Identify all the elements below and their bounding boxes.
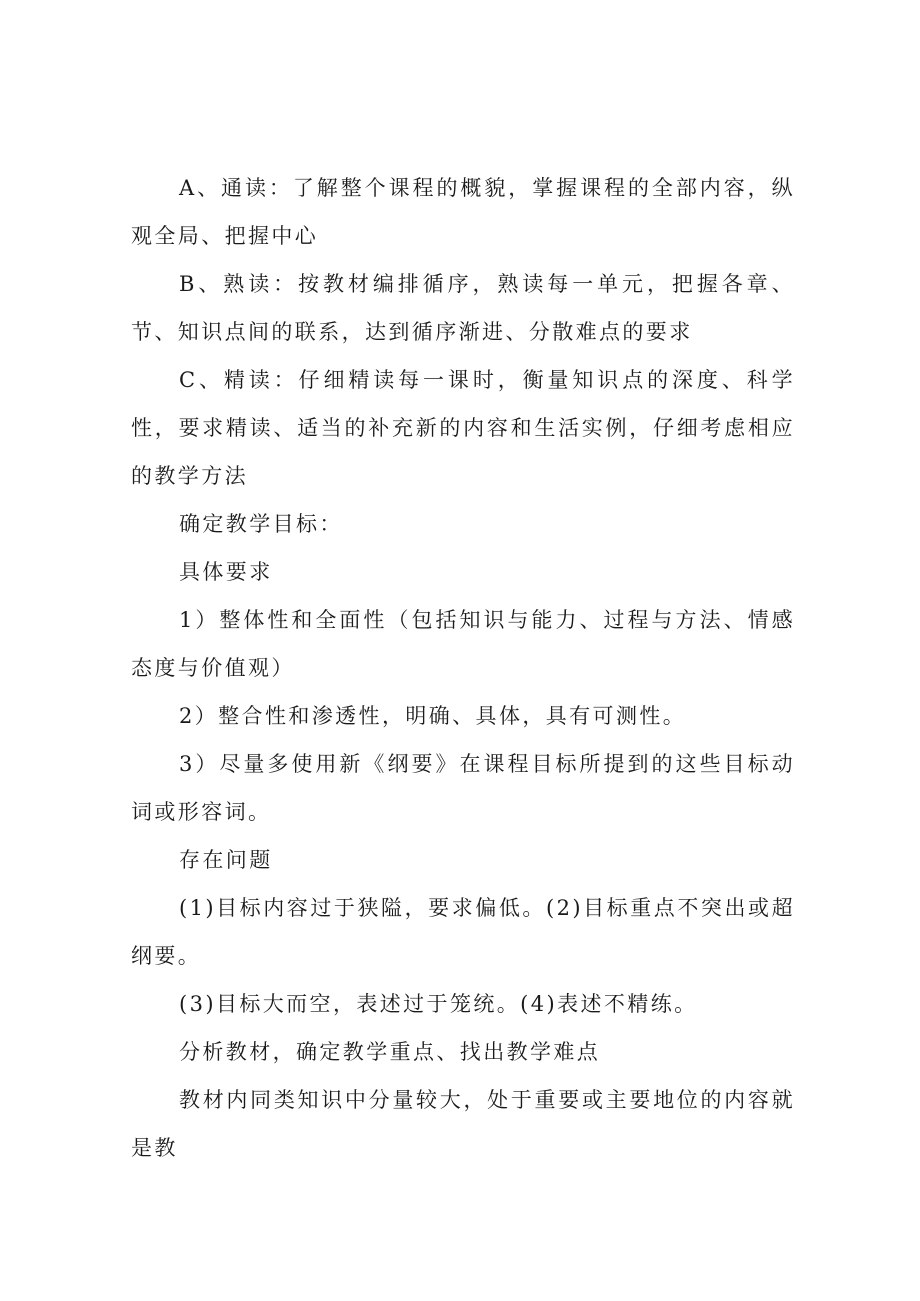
paragraph-reading-c: C、精读：仔细精读每一课时，衡量知识点的深度、科学性，要求精读、适当的补充新的内容和生活实例，仔细考虑相应的教学方法 (131, 368, 795, 488)
paragraph-reading-b: B、熟读：按教材编排循序，熟读每一单元，把握各章、节、知识点间的联系，达到循序渐进、分散难点的要求 (131, 272, 795, 344)
document-body (131, 164, 795, 1172)
heading-existing-problems: 存在问题 (179, 848, 273, 872)
heading-specific-requirements: 具体要求 (179, 560, 273, 584)
requirement-item-3: 3）尽量多使用新《纲要》在课程目标所提到的这些目标动词或形容词。 (131, 752, 795, 824)
requirement-item-2: 2）整合性和渗透性，明确、具体，具有可测性。 (179, 704, 687, 728)
requirement-item-1: 1）整体性和全面性（包括知识与能力、过程与方法、情感态度与价值观） (131, 608, 795, 680)
paragraph-key-points: 教材内同类知识中分量较大，处于重要或主要地位的内容就是教 (131, 1088, 795, 1160)
problem-items-1-2: (1)目标内容过于狭隘，要求偏低。(2)目标重点不突出或超纲要。 (131, 896, 795, 968)
heading-analyze-textbook: 分析教材，确定教学重点、找出教学难点 (179, 1040, 601, 1064)
heading-teaching-goals: 确定教学目标： (179, 512, 343, 536)
paragraph-reading-a: A、通读：了解整个课程的概貌，掌握课程的全部内容，纵观全局、把握中心 (131, 176, 795, 248)
problem-items-3-4: (3)目标大而空，表述过于笼统。(4)表述不精练。 (179, 992, 698, 1016)
